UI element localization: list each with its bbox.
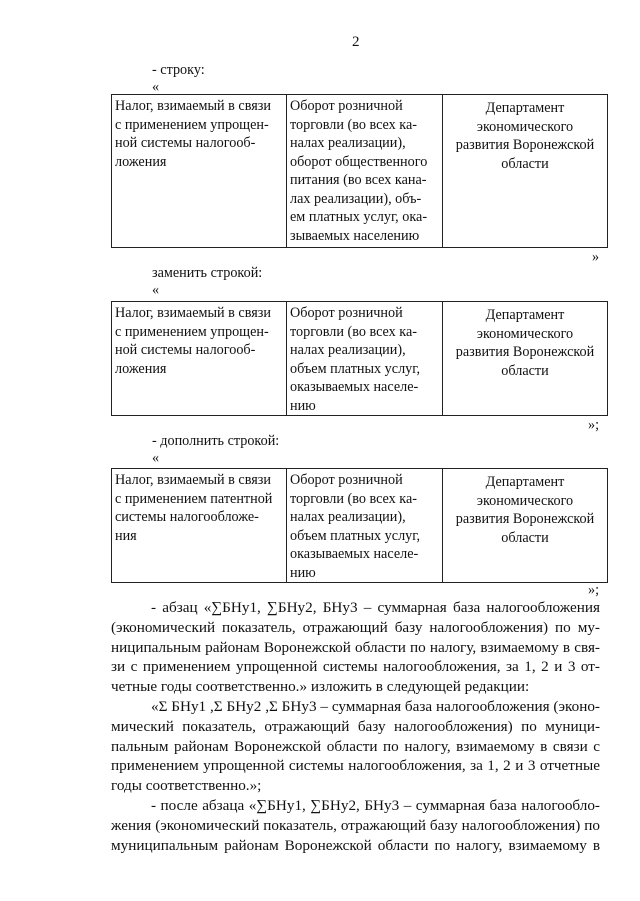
section-b-label: заменить строкой:	[152, 265, 263, 281]
cell-line: экономического	[476, 492, 574, 509]
cell-line: с применением упрощен-	[115, 116, 269, 133]
text-line: годы соответственно.»;	[111, 777, 262, 795]
text-line: (экономический показатель, отражающий базу налогообложения) по му-	[111, 618, 600, 636]
text-line: пальным районам Воронежской области по налогу, взимаемому в связи с	[111, 737, 600, 755]
department-cell	[443, 95, 608, 248]
tax-base-cell	[287, 469, 443, 583]
text-line: - абзац «∑БНу1, ∑БНу2, БНу3 – суммарная база налогообложения	[151, 599, 600, 616]
cell-line: ложения	[115, 360, 167, 377]
cell-line: с применением упрощен-	[115, 323, 269, 340]
cell-line: развития Воронежской	[455, 137, 595, 153]
section-b-open-quote: «	[152, 282, 160, 298]
cell-line: ложения	[115, 153, 167, 170]
cell-line: экономического	[476, 118, 574, 135]
cell-line: с применением патентной	[115, 490, 273, 507]
cell-line: ной системы налогооб-	[115, 135, 256, 151]
tax-name-cell	[112, 95, 287, 248]
text-line: жения (экономический показатель, отражающий базу налогообложения) по	[111, 816, 600, 834]
cell-line: оказываемых населе-	[290, 379, 419, 395]
section-a-close-quote: »	[592, 249, 600, 265]
section-b-close-quote: »;	[588, 417, 600, 433]
cell-line: торговли (во всех ка-	[290, 323, 417, 340]
cell-line: налах реализации),	[290, 342, 406, 358]
section-c-label: - дополнить строкой:	[152, 433, 280, 449]
cell-line: налах реализации),	[290, 135, 406, 151]
text-line: «Σ БНу1 ,Σ БНу2 ,Σ БНу3 – суммарная база налогообложения (эконо-	[151, 697, 600, 715]
cell-line: Департамент	[485, 307, 565, 323]
cell-line: Налог, взимаемый в связи	[115, 98, 271, 114]
text-line: четные годы соответственно.» изложить в следующей редакции:	[111, 678, 530, 696]
cell-line: Департамент	[485, 474, 565, 490]
cell-line: нию	[290, 564, 316, 581]
text-line: муниципальным районам Воронежской области по налогу, взимаемому в	[111, 836, 600, 854]
text-line: - после абзаца «∑БНу1, ∑БНу2, БНу3 – суммарная база налогообло-	[151, 796, 600, 814]
cell-line: системы налогообложе-	[115, 509, 259, 525]
cell-line: нию	[290, 397, 316, 414]
section-a-open-quote: «	[152, 79, 160, 95]
text-line: зи с применением упрощенной системы налогообложения, за 1, 2 и 3 от-	[111, 658, 600, 676]
cell-line: оказываемых населе-	[290, 546, 419, 562]
cell-line: области	[501, 362, 549, 379]
tax-base-cell	[287, 95, 443, 248]
department-cell	[443, 302, 608, 416]
table-row	[112, 95, 608, 248]
tax-base-cell	[287, 302, 443, 416]
cell-line: зываемых населению	[290, 227, 420, 244]
cell-line: торговли (во всех ка-	[290, 116, 417, 133]
section-c-close-quote: »;	[588, 582, 600, 598]
section-a-label: - строку:	[152, 62, 205, 78]
cell-line: области	[501, 155, 549, 172]
tax-name-cell	[112, 469, 287, 583]
cell-line: экономического	[476, 325, 574, 342]
cell-line: Налог, взимаемый в связи	[115, 472, 271, 488]
cell-line: налах реализации),	[290, 509, 406, 525]
cell-line: Налог, взимаемый в связи	[115, 305, 271, 321]
cell-line: развития Воронежской	[455, 344, 595, 360]
section-c-open-quote: «	[152, 450, 160, 466]
section-c-table	[111, 468, 608, 583]
cell-line: ния	[115, 527, 137, 544]
section-b-table	[111, 301, 608, 416]
cell-line: Оборот розничной	[290, 98, 403, 114]
cell-line: Оборот розничной	[290, 472, 403, 488]
department-cell	[443, 469, 608, 583]
section-a-table	[111, 94, 608, 248]
cell-line: торговли (во всех ка-	[290, 490, 417, 507]
cell-line: объем платных услуг,	[290, 360, 421, 377]
cell-line: объем платных услуг,	[290, 527, 421, 544]
amendment-text	[111, 598, 600, 855]
cell-line: области	[501, 529, 549, 546]
cell-line: питания (во всех кана-	[290, 172, 427, 188]
text-line: применением упрощенной системы налогообложения, за 1, 2 и 3 отчетные	[111, 757, 600, 775]
table-row	[112, 302, 608, 416]
cell-line: ной системы налогооб-	[115, 342, 256, 358]
cell-line: ем платных услуг, ока-	[290, 209, 428, 225]
cell-line: развития Воронежской	[455, 511, 595, 527]
tax-name-cell	[112, 302, 287, 416]
page-number: 2	[352, 34, 360, 50]
cell-line: Департамент	[485, 100, 565, 116]
cell-line: Оборот розничной	[290, 305, 403, 321]
table-row	[112, 469, 608, 583]
text-line: мический показатель, отражающий базу налогообложения) по муници-	[111, 717, 600, 735]
cell-line: оборот общественного	[290, 153, 428, 170]
cell-line: лах реализации), объ-	[290, 190, 422, 207]
text-line: ниципальным районам Воронежской области по налогу, взимаемому в свя-	[111, 638, 600, 656]
